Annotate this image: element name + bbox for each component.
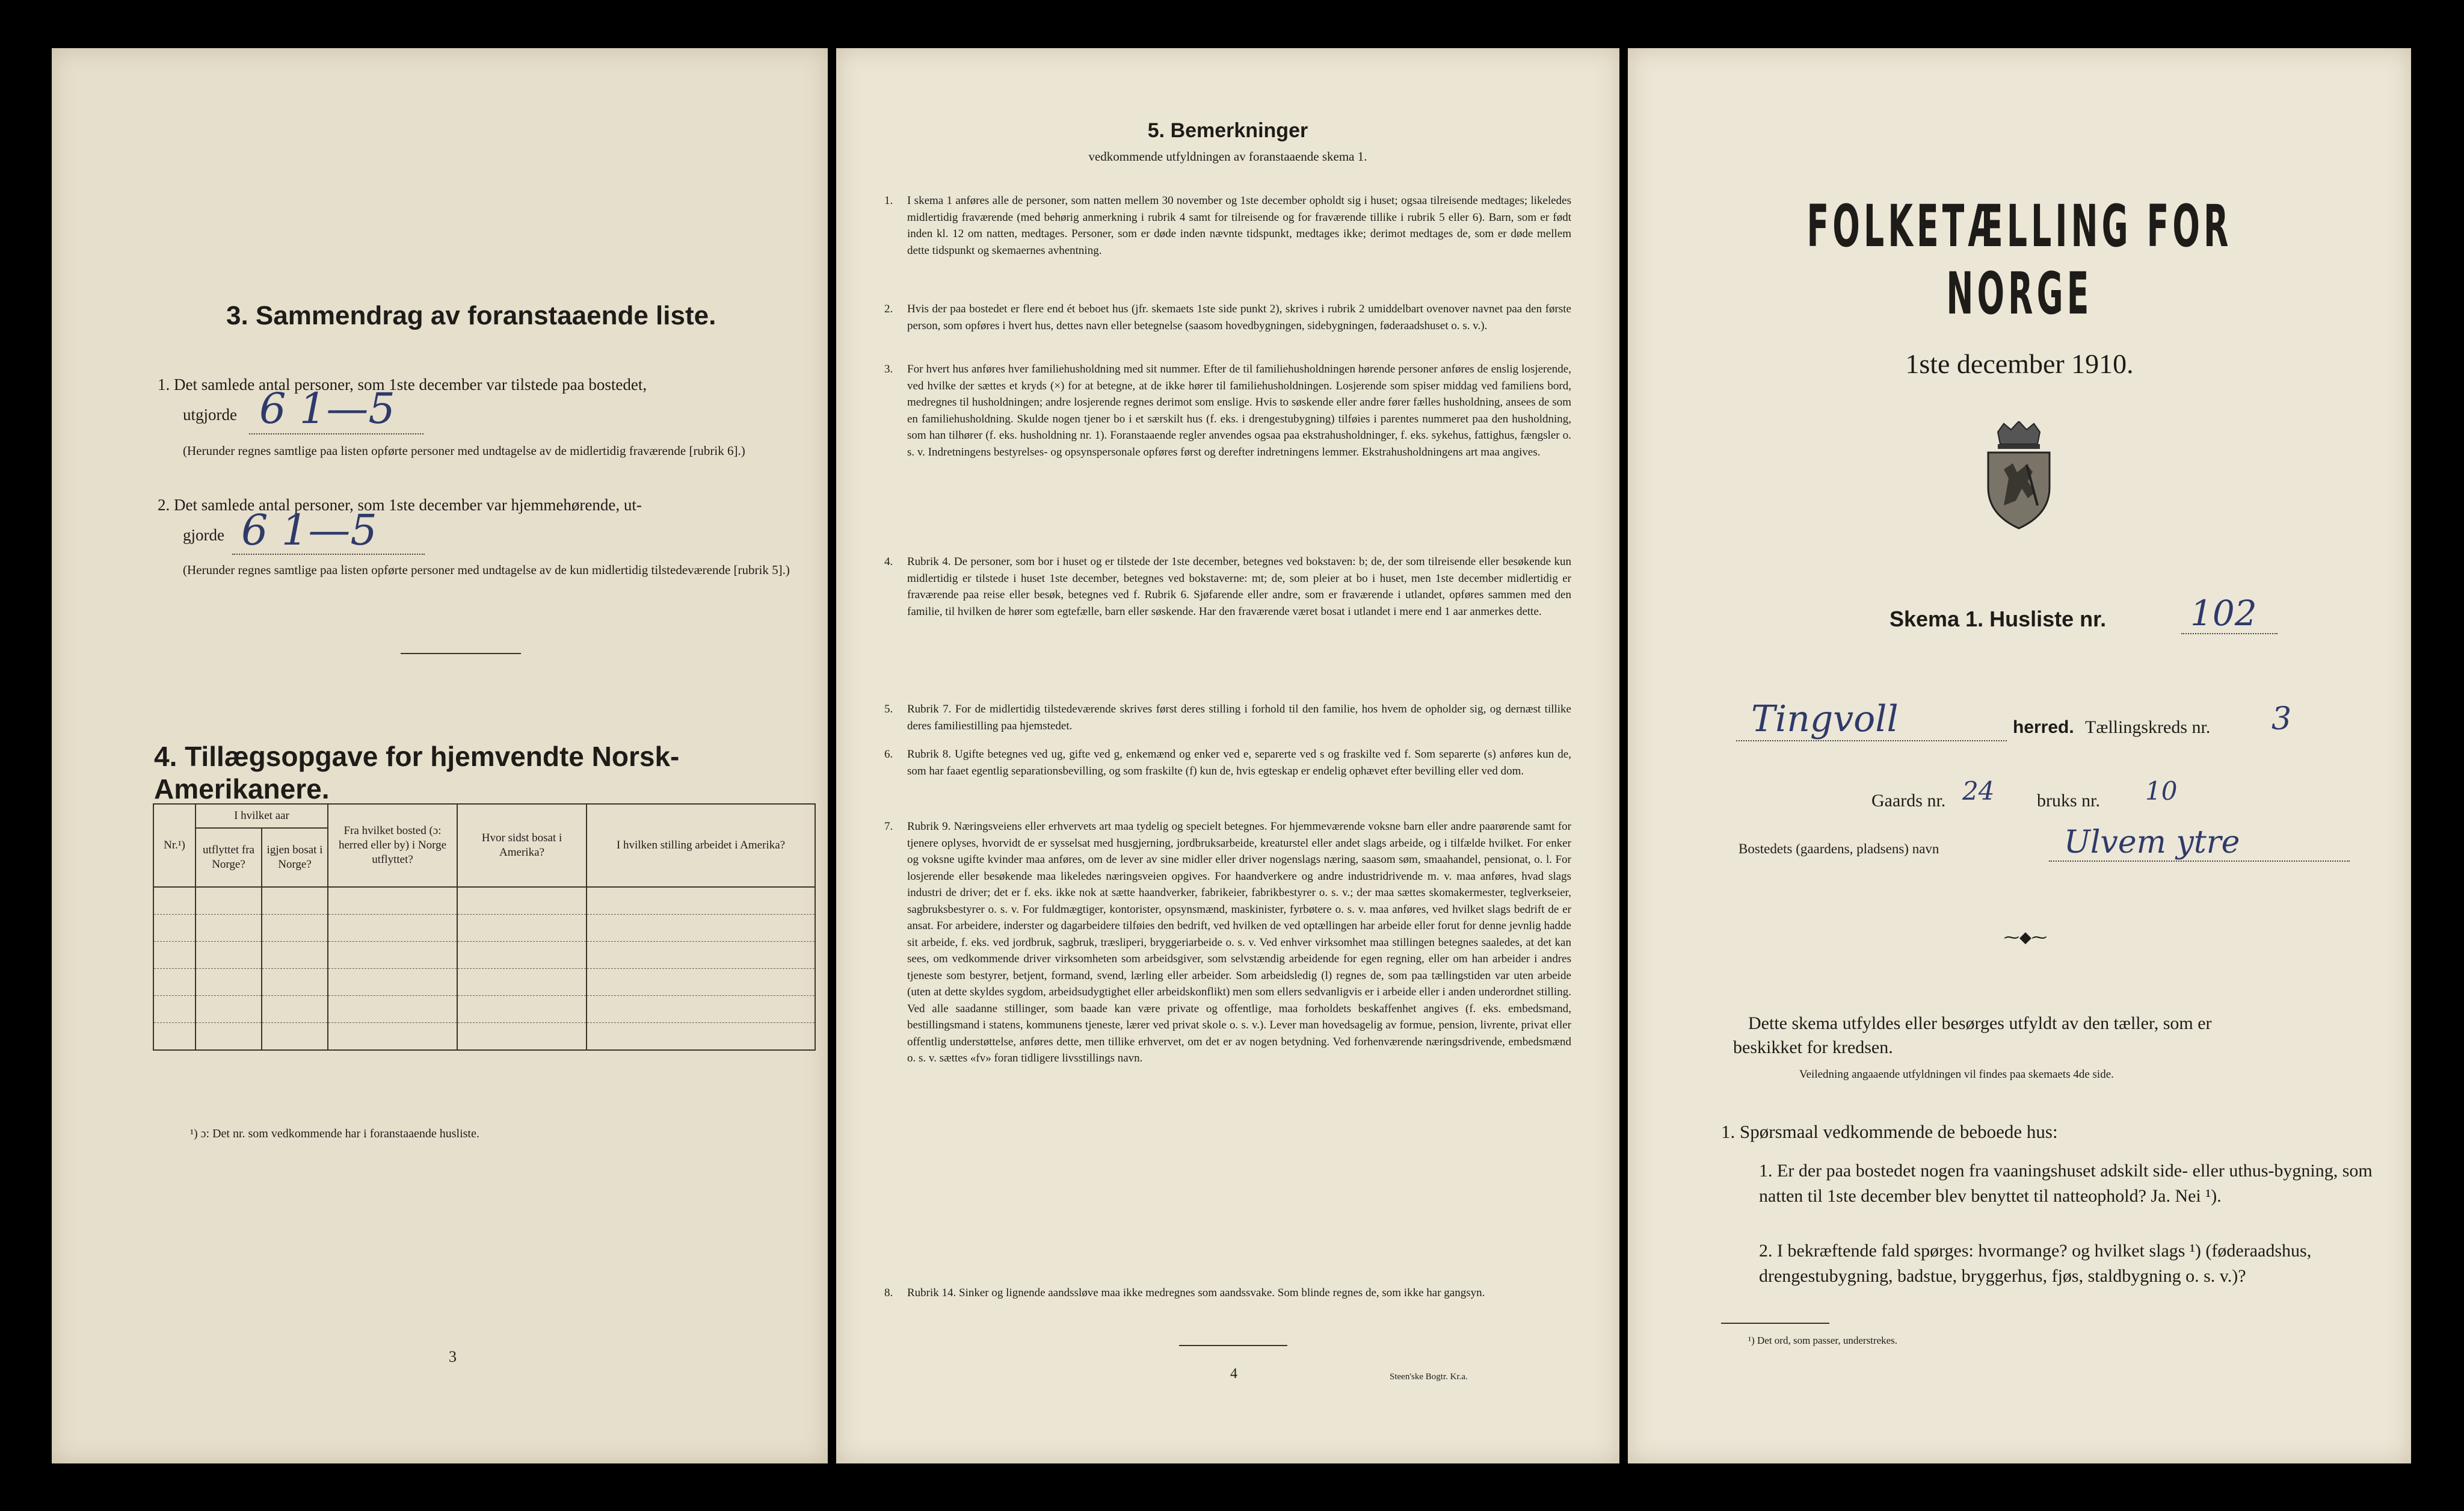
col-igjen-header: igjen bosat i Norge? [262,828,328,887]
item2-gjorde-label: gjorde [183,526,224,544]
section-3-title: 3. Sammendrag av foranstaaende liste. [226,301,716,330]
table-row [153,969,815,996]
remark-item-6 [886,746,1571,779]
table-row [153,887,815,915]
remark-number: 3. [884,363,893,375]
remark-item-8 [886,1285,1571,1302]
remark-number: 1. [884,194,893,207]
remark-item-1 [886,193,1571,259]
husliste-dotted-line [2181,633,2278,634]
remark-text: For hvert hus anføres hver familiehusholdning med sit nummer. Efter de til familiehusholdningen hørende personer anføres de enslig losjerende, ved hvilke der sættes et kryds (×) for at betegne, at de ikke hører til familiehusholdningen. Losjerende som spiser middag ved familiens bord, medregnes til husholdningen; andre losjerende regnes derimot som enslige. Hvis to søskende eller andre fører fælles husholdning, ansees de som en familiehusholdning. Skulde nogen tjener bo i et særskilt hus (f. eks. i drengestubygning) tilføies i parentes nummeret paa den husholdning, som han tilhører (f. eks. husholdning nr. 1). Foranstaaende regler anvendes ogsaa paa ekstrahusholdninger, f. eks. sykehus, fattighus, fængsler o. s. v. Indretningens bestyrelses- og opsynspersonale opføres først og derefter indretningens lemmer. Ekstrahusholdningens art maa angives. [907,363,1571,459]
remark-item-5 [886,701,1571,734]
item1-note: (Herunder regnes samtlige paa listen opførte personer med undtagelse av de midlertidig fraværende [rubrik 6].) [183,443,745,458]
col-hvor-header: Hvor sidst bosat i Amerika? [457,804,587,887]
remark-text: Rubrik 8. Ugifte betegnes ved ug, gifte ved g, enkemænd og enker ved e, separerte ved s og fraskilte ved f. Som separerte (s) anføres kun de, som har faaet egentlig separationsbevilling, og som fraskilte (f) kun de, hvis egteskap er endelig ophævet efter bevilling eller ved dom. [907,748,1571,777]
col-stilling-header: I hvilken stilling arbeidet i Amerika? [587,804,815,887]
bemerkninger-title: 5. Bemerkninger [1147,119,1308,142]
page-number: 3 [449,1348,457,1365]
remark-item-2 [886,301,1571,334]
remark-text: I skema 1 anføres alle de personer, som natten mellem 30 november og 1ste december opholdt sig i huset; ogsaa tilreisende medtages; likeledes midlertidig fraværende (med behørig anmerkning i rubrik 4 samt for tilreisende og for fraværende tillike i rubrik 5 eller 6). Barn, som er født inden kl. 12 om natten, medtages. Personer, som er døde inden nævnte tidspunkt, medtages ikke; derimot medtages de, som er døde mellem dette tidspunkt og skemaernes avhentning. [907,194,1571,257]
herred-label: herred. [2013,717,2074,737]
census-date: 1ste december 1910. [1905,348,2134,379]
remark-item-7 [886,818,1571,1067]
skema-label: Skema 1. Husliste nr. [1890,607,2107,631]
col-nr-header: Nr.¹) [153,804,196,887]
right-footnote: ¹) Det ord, som passer, understrekes. [1748,1335,1898,1346]
ornament-icon: ⁓◆⁓ [2004,929,2047,946]
remark-text: Rubrik 14. Sinker og lignende aandssløve maa ikke medregnes som aandssvake. Som blinde regnes de, som ikke har gangsyn. [907,1287,1485,1299]
herred-dotted-line [1736,740,2007,741]
right-page [1628,48,2411,1463]
gaards-label: Gaards nr. [1871,791,1946,811]
divider [401,653,521,654]
bemerkninger-subtitle: vedkommende utfyldningen av foranstaaende skema 1. [1088,149,1367,164]
remark-text: Rubrik 7. For de midlertidig tilstedeværende skrives først deres stilling i forhold til den familie, hos hvem de opholder sig, og dernæst tillike deres familiestilling paa hjemstedet. [907,703,1571,732]
bruks-label: bruks nr. [2037,791,2100,811]
item1-utgjorde-label: utgjorde [183,406,237,424]
bosted-label: Bostedets (gaardens, pladsens) navn [1739,841,1939,856]
item1-dotted-line [249,433,424,434]
remark-item-4 [886,554,1571,620]
item1-handwritten-count: 6 1—5 [259,384,395,433]
bruks-number: 10 [2145,776,2178,806]
item2-handwritten-count: 6 1—5 [241,505,377,555]
remark-number: 7. [884,820,893,833]
remark-number: 5. [884,703,893,715]
table-row [153,996,815,1023]
remark-text: Rubrik 4. De personer, som bor i huset og er tilstede der 1ste december, betegnes ved bokstaven: b; de, der som tilreisende eller besøkende kun midlertidig er tilstede i huset 1ste december, betegnes ved bokstaverne: mt; de, som pleier at bo i huset, men 1ste december midlertidig er fraværende paa reise eller besøk, betegnes ved f. Rubrik 6. Sjøfarende eller andre, som er fraværende i utlandet, opføres sammen med den familie, til hvilken de hører som egtefælle, barn eller søskende. Har den fraværende været bosat i utlandet i mere end 1 aar anmerkes dette. [907,555,1571,618]
divider [1179,1345,1287,1346]
taellingskreds-number: 3 [2272,701,2292,737]
norway-coat-of-arms-icon [1980,421,2058,533]
intro-line2: beskikket for kredsen. [1733,1037,1893,1057]
remark-number: 2. [884,303,893,315]
gaards-number: 24 [1962,776,1995,806]
remark-number: 4. [884,555,893,568]
veiledning: Veiledning angaaende utfyldningen vil findes paa skemaets 4de side. [1799,1068,2114,1081]
table-row [153,1023,815,1051]
remark-number: 8. [884,1287,893,1299]
table-footnote: ¹) ɔ: Det nr. som vedkommende har i foranstaaende husliste. [190,1127,479,1140]
questions-heading: 1. Spørsmaal vedkommende de beboede hus: [1721,1121,2058,1142]
item2-line1: 2. Det samlede antal personer, som 1ste december var hjemmehørende, ut- [158,496,642,514]
question-1: 1. Er der paa bostedet nogen fra vaaningshuset adskilt side- eller uthus-bygning, som natten til 1ste december blev benyttet til natteophold? Ja. Nei ¹). [1759,1161,2373,1206]
item2-note: (Herunder regnes samtlige paa listen opførte personer med undtagelse av de kun midlertidig tilstedeværende [rubrik 5].) [183,563,790,577]
table-row [153,942,815,969]
remark-number: 6. [884,748,893,761]
question-2: 2. I bekræftende fald spørges: hvormange? og hvilket slags ¹) (føderaadshus, drengestubygning, badstue, bryggerhus, fjøs, staldbygning o. s. v.)? [1759,1241,2312,1286]
husliste-number: 102 [2190,593,2257,634]
col-group-header: I hvilket aar [196,804,328,828]
printer-mark: Steen'ske Bogtr. Kr.a. [1390,1372,1468,1382]
item2-dotted-line [232,554,425,555]
bosted-dotted-line [2049,861,2350,862]
middle-page [836,48,1619,1463]
table-row [153,915,815,942]
remark-text: Hvis der paa bostedet er flere end ét beboet hus (jfr. skemaets 1ste side punkt 2), skrives i rubrik 2 umiddelbart ovenover navnet paa den første person, som opføres i hvert hus, dettes navn eller betegnelse (saasom hovedbygningen, sidebygningen, føderaadshuset o. s. v.). [907,303,1571,332]
remark-item-3 [886,361,1571,460]
bosted-name: Ulvem ytre [2064,824,2240,861]
page-number: 4 [1230,1366,1237,1382]
left-page [52,48,828,1463]
main-title: FOLKETÆLLING FOR NORGE [1806,193,2232,327]
section-4-title: 4. Tillægsopgave for hjemvendte Norsk-Amerikanere. [154,741,680,805]
herred-name: Tingvoll [1751,698,1899,740]
col-fra-header: Fra hvilket bosted (ɔ: herred eller by) i Norge utflyttet? [328,804,457,887]
intro-line1: Dette skema utfyldes eller besørges utfyldt av den tæller, som er [1748,1013,2212,1033]
col-utflyttet-header: utflyttet fra Norge? [196,828,262,887]
taellingskreds-label: Tællingskreds nr. [2085,717,2211,737]
divider [1721,1323,1829,1324]
item1-line1: 1. Det samlede antal personer, som 1ste december var tilstede paa bostedet, [158,375,647,394]
remark-text: Rubrik 9. Næringsveiens eller erhvervets art maa tydelig og specielt betegnes. For hjemmeværende voksne barn eller andre paarørende samt for tjenere oplyses, hvorvidt de er sysselsat med husgjerning, jordbruksarbeide, kreaturstel eller andet slags arbeide, og i tilfælde hvilket. For enker og voksne ugifte kvinder maa anføres, om de lever av sine midler eller driver nogenslags næring, saasom søm, smaahandel, pensionat, o. l. For losjerende eller besøkende maa likeledes næringsveien opgives. For haandverkere og andre industridrivende m. v. maa anføres, hvad slags industri de driver; det er f. eks. ikke nok at sætte haandverker, fabrikeier, fabrikbestyrer o. s. v.; der maa sættes skomakermester, teglverkseier, sagbruksbestyrer o. s. v. For fuldmægtiger, kontorister, opsynsmænd, maskinister, fyrbøtere o. s. v. maa anføres, ved hvilket slags bedrift de er ansat. For arbeidere, inderster og dagarbeidere tilføies den bedrift, ved hvilken de ved optællingen har arbeide eller forut for denne jevnlig hadde sit arbeide, f. eks. ved jordbruk, sagbruk, træsliperi, bryggeriarbeide o. s. v. Ved enhver virksomhet maa stillingen betegnes saaledes, at det kan sees, om vedkommende driver virksomheten som arbeidsgiver, som selvstændig arbeidende for egen regning, eller om han arbeider i andres tjeneste som bestyrer, betjent, formand, svend, lærling eller arbeider. Som arbeidsledig (l) regnes de, som paa tællingstiden var uten arbeide (uten at dette skyldes sygdom, arbeidsudygtighet eller arbeidskonflikt) men som ellers sedvanligvis er i arbeide eller i anden underordnet stilling. Ved alle saadanne stillinger, som baade kan være private og offentlige, maa forholdets beskaffenhet angives (f. eks. embedsmand, bestillingsmand i statens, kommunens tjeneste, lærer ved privat skole o. s. v.). Lever man hovedsagelig av formue, pension, livrente, privat eller offentlig understøttelse, anføres dette, men tillike erhvervet, om det er av nogen betydning. Ved forhenværende næringsdrivende, embedsmænd o. s. v. sættes «fv» foran tidligere livsstillings navn. [907,820,1571,1064]
norsk-amerikanere-table [153,803,816,1051]
